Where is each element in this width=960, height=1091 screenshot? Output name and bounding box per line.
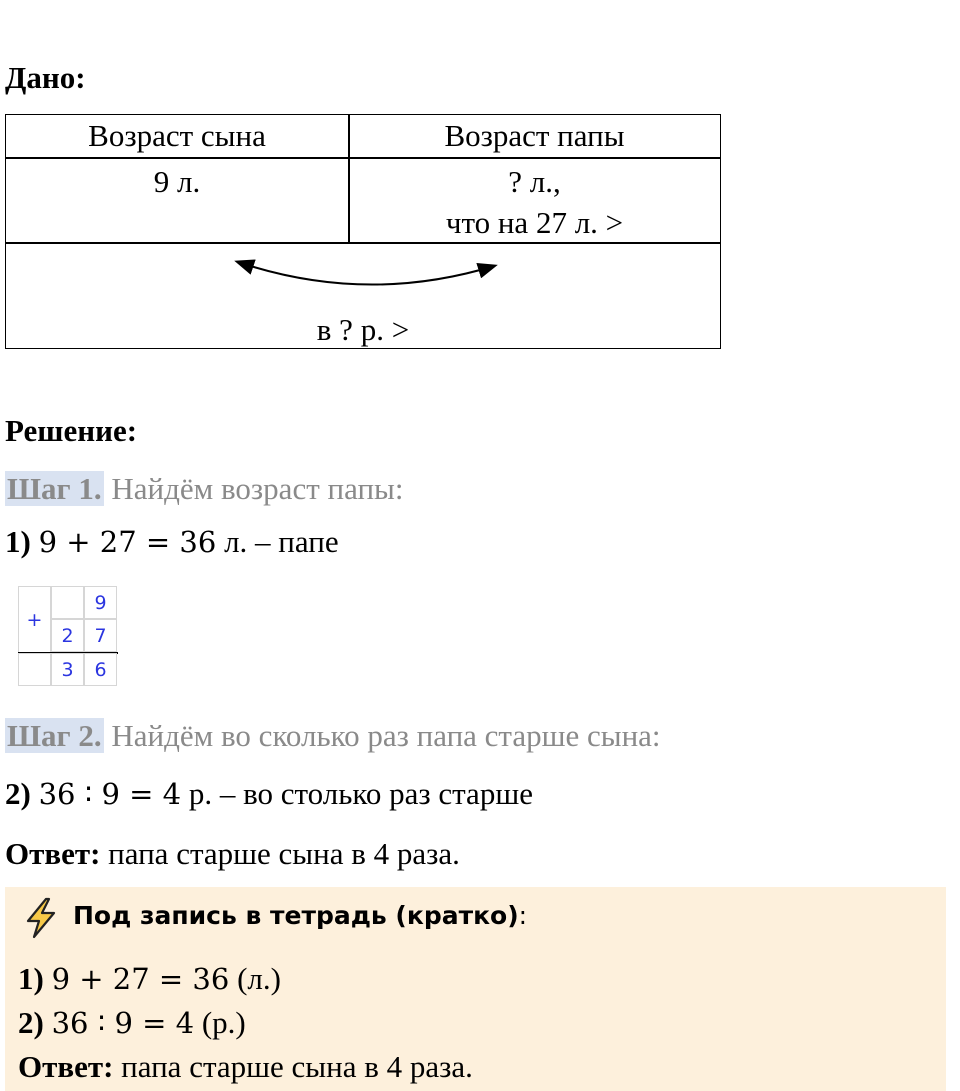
notebook-line2: [18, 1005, 246, 1041]
step1-text: Найдём возраст папы:: [111, 471, 404, 506]
calc-cell: 7: [84, 619, 117, 652]
notebook-box: [5, 887, 946, 1091]
comparison-arrow-icon: [6, 243, 720, 313]
answer-text: папа старше сына в 4 раза.: [108, 836, 460, 871]
notebook-title: [73, 901, 527, 930]
solution-heading: Решение:: [5, 413, 138, 448]
plus-sign: +: [18, 586, 51, 652]
eq2-tail: р. – во столько раз старше: [188, 776, 533, 811]
eq1-number: 1): [5, 524, 31, 559]
notebook-title-colon: :: [518, 901, 528, 930]
column-addition: [18, 586, 118, 686]
given-table: [5, 114, 721, 349]
note-answer-text: папа старше сына в 4 раза.: [121, 1049, 473, 1084]
answer-line: [5, 836, 460, 872]
notebook-title-text: Под запись в тетрадь (кратко): [73, 901, 519, 930]
note-eq1-number: 1): [18, 961, 44, 996]
note-eq2-number: 2): [18, 1005, 44, 1040]
eq1-expression: 9 + 27 = 36: [38, 525, 217, 559]
step1-label: Шаг 1.: [7, 471, 102, 506]
header-son-age: Возраст сына: [88, 118, 266, 153]
dad-age-value-line1: ? л.,: [508, 164, 561, 199]
step2-label: Шаг 2.: [7, 718, 102, 753]
eq2-number: 2): [5, 776, 31, 811]
dad-age-value-line2: что на 27 л. >: [445, 205, 624, 240]
son-age-value: 9 л.: [153, 164, 201, 199]
calc-cell: 9: [84, 586, 117, 619]
given-heading: Дано:: [5, 60, 86, 95]
calc-cell: [51, 586, 84, 619]
lightning-icon: [19, 896, 63, 940]
step1-line: [5, 471, 403, 507]
table-divider: [6, 157, 720, 159]
eq1-tail: л. – папе: [224, 524, 339, 559]
step2-line: [5, 718, 661, 754]
ratio-label: в ? р. >: [316, 312, 410, 347]
note-eq1-unit: (л.): [237, 961, 281, 996]
eq2-expression: 36 ∶ 9 = 4: [38, 777, 182, 811]
calc-cell: [18, 653, 51, 686]
step2-equation: [5, 776, 533, 812]
note-eq1-expression: 9 + 27 = 36: [51, 962, 230, 996]
note-eq2-unit: (р.): [201, 1005, 246, 1040]
notebook-answer: [18, 1049, 473, 1085]
calc-cell: 3: [51, 653, 84, 686]
header-dad-age: Возраст папы: [444, 118, 625, 153]
answer-label: Ответ:: [5, 836, 101, 871]
notebook-line1: [18, 961, 281, 997]
note-answer-label: Ответ:: [18, 1049, 114, 1084]
calc-cell: 6: [84, 653, 117, 686]
calc-cell: 2: [51, 619, 84, 652]
note-eq2-expression: 36 ∶ 9 = 4: [51, 1006, 195, 1040]
step2-text: Найдём во сколько раз папа старше сына:: [111, 718, 661, 753]
step1-equation: [5, 524, 339, 560]
